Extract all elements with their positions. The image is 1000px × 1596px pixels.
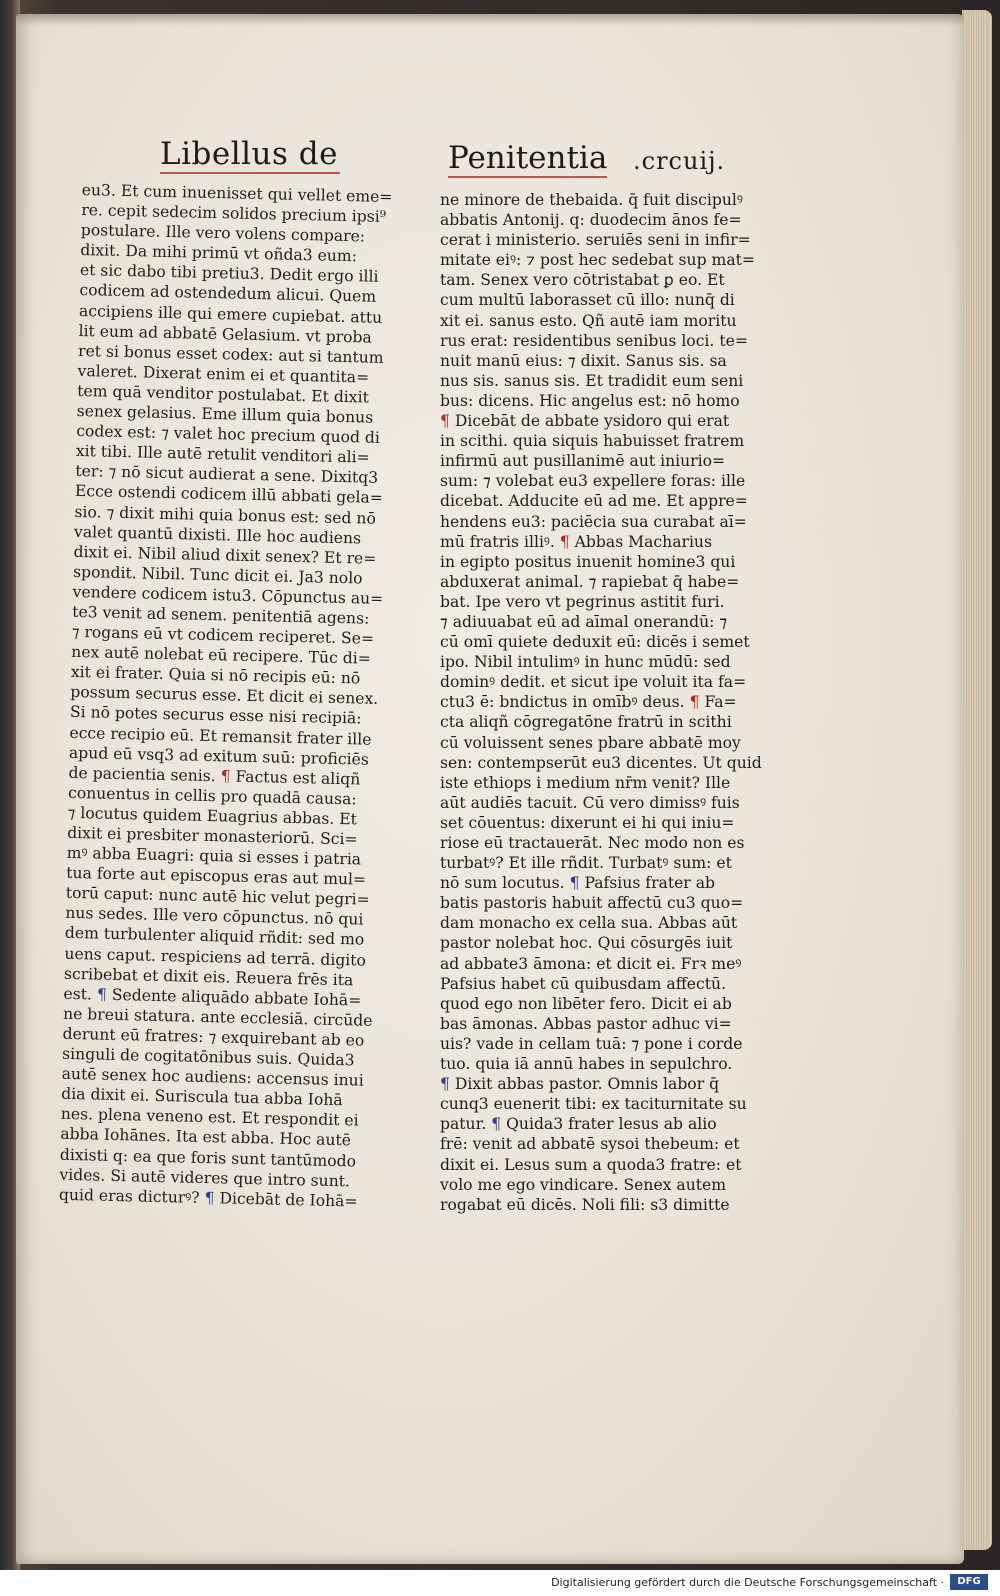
text-line: nus sis. sanus sis. Et tradidit eum seni [440,371,744,390]
text-line: Ecce ostendi codicem illū abbati gela= [74,482,384,508]
text-line: autē senex hoc audiens: accensus inui [61,1064,364,1090]
page-stack-edge [962,10,992,1550]
text-line: pastor nolebat hoc. Qui cōsurgēs iuit [440,934,733,953]
text-line: quod ego non libēter fero. Dicit ei ab [440,994,732,1013]
text-line: dixit ei. Lesus sum a quoda3 fratre: et [440,1155,742,1174]
text-line: mitate eiꝰ: ⁊ post hec sedebat sup mat= [440,251,755,270]
text-line: scribebat et dixit eis. Reuera frēs ita [63,964,354,990]
text-line: tam. Senex vero cōtristabat ꝑ eo. Et [440,271,725,290]
text-line: dia dixit ei. Suriscula tua abba Iohā [61,1084,343,1110]
text-line: xit ei. sanus esto. Qñ autē iam moritu [440,311,737,330]
text-line: nuit manū eius: ⁊ dixit. Sanus sis. sa [440,351,727,370]
text-line: te3 venit ad senem. penitentiā agens: [71,602,370,628]
running-header-right: Penitentia [448,140,608,176]
text-line: ret si bonus esset codex: aut si tantum [77,341,384,367]
text-line: sen: contempserūt eu3 dicentes. Ut quid [440,753,762,772]
text-line: dixit ei presbiter monasteriorū. Sci= [66,823,358,849]
text-line: ipo. Nibil intulimꝰ in hunc mūdū: sed [440,653,731,672]
text-line: frē: venit ad abbatē sysoi thebeum: et [440,1135,740,1154]
text-line: mū fratris illiꝰ. ¶ Abbas Macharius [440,532,712,551]
text-line: dixit. Da mihi primū vt oñda3 eum: [80,241,358,266]
text-line: dam monacho ex cella sua. Abbas aūt [440,914,738,933]
text-line: cta aliqñ cōgregatōne fratrū in scithi [440,713,732,732]
text-line: xit ei frater. Quia si nō recipis eū: nō [70,663,361,688]
text-line: accipiens ille qui emere cupiebat. attu [78,301,383,327]
text-line: rogabat eū dicēs. Noli fili: s3 dimitte [440,1195,730,1214]
text-line: ⁊ rogans eū vt codicem reciperet. Se= [71,622,375,648]
text-line: uens caput. respiciens ad terrā. digito [64,944,367,970]
text-line: ¶ Dixit abbas pastor. Omnis labor q̄ [440,1075,720,1094]
text-line: xit tibi. Ille autē retulit venditori ali= [75,442,370,467]
text-line: nes. plena veneno est. Et respondit ei [60,1105,359,1130]
text-line: vendere codicem istu3. Cōpunctus au= [72,582,384,608]
text-line: conuentus in cellis pro quadā causa: [67,783,357,809]
text-line: ter: ⁊ nō sicut audierat a sene. Dixitq3 [75,462,379,488]
text-line: ad abbate3 āmona: et dicit ei. Frꝛ meꝰ [440,954,742,973]
text-line: codicem ad ostendedum alicui. Quem [79,281,377,307]
text-line: mꝰ abba Euagri: quia si esses i patria [66,843,362,869]
text-line: turbatꝰ? Et ille rñdit. Turbatꝰ sum: et [440,854,732,873]
page-shadow [16,14,964,26]
text-line: dominꝰ dedit. et sicut ipe voluit ita fa= [440,673,747,692]
text-line: volo me ego vindicare. Senex autem [440,1175,727,1194]
text-line: iste ethiops i medium nr̄m venit? Ille [440,773,731,792]
text-line: abduxerat animal. ⁊ rapiebat q̄ habe= [440,572,740,591]
text-line: sum: ⁊ volebat eu3 expellere foras: ille [440,472,746,491]
text-line: singuli de cogitatōnibus suis. Quida3 [61,1044,355,1070]
text-line: hendens eu3: paciēcia sua curabat aī= [440,512,747,531]
text-line: cū voluissent senes pbare abbatē moy [440,733,741,752]
text-line: infirmū aut pusillanimē aut iniurio= [440,452,726,471]
text-line: nus sedes. Ille vero cōpunctus. nō qui [65,904,364,929]
text-line: abbatis Antonij. q: duodecim ānos fe= [440,211,742,230]
text-line: re. cepit sedecim solidos precium ipsi⁹ [81,201,387,226]
text-line: ne breui statura. ante ecclesiā. circūde [62,1004,373,1030]
text-line: vides. Si autē videres que intro sunt. [59,1165,351,1190]
text-line: valet quantū dixisti. Ille hoc audiens [73,522,362,548]
dfg-logo: DFG [950,1574,988,1590]
text-line: tua forte aut episcopus eras aut mul= [66,864,367,889]
text-line: Pafsius habet cū quibusdam affectū. [440,974,727,993]
text-column-left [58,180,393,1211]
text-line: rus erat: residentibus senibus loci. te= [440,331,748,350]
text-line: batis pastoris habuit affectū cu3 quo= [440,894,744,913]
text-line: torū caput: nunc autē hic velut pegri= [65,884,370,909]
text-line: bat. Ipe vero vt pegrinus astitit furi. [440,592,725,611]
text-column-right [440,190,762,1215]
text-line: abba Iohānes. Ita est abba. Hoc autē [60,1125,352,1150]
digitization-credit: Digitalisierung gefördert durch die Deutsche Forschungsgemeinschaft · [551,1576,944,1589]
text-line: ¶ Dicebāt de abbate ysidoro qui erat [440,412,730,431]
text-line: cū omī quiete deduxit eū: dicēs i semet [440,633,750,652]
text-line: spondit. Nibil. Tunc dicit ei. Ja3 nolo [72,562,363,588]
text-line: et sic dabo tibi pretiu3. Dedit ergo illi [79,261,379,287]
text-line: uis? vade in cellam tuā: ⁊ pone i corde [440,1034,743,1053]
text-line: ne minore de thebaida. q̄ fuit discipulꝰ [440,191,743,209]
folio-number: .crcuij. [633,147,726,175]
text-line: dixit ei. Nibil aliud dixit senex? Et re= [73,542,377,568]
text-line: ⁊ locutus quidem Euagrius abbas. Et [67,803,358,829]
text-line: cerat i ministerio. seruiēs seni in infir= [440,231,751,250]
text-line: lit eum ad abbatē Gelasium. vt proba [78,321,373,347]
text-line: eu3. Et cum inuenisset qui vellet eme= [81,180,393,207]
text-line: derunt eū fratres: ⁊ exquirebant ab eo [62,1024,365,1050]
text-line: ⁊ adiuuabat eū ad aīmal onerandū: ⁊ [440,612,728,631]
text-line: set cōuentus: dixerunt ei hi qui iniu= [440,813,735,832]
text-line: valeret. Dixerat enim ei et quantita= [77,361,370,387]
text-line: in egipto positus inuenit homine3 qui [440,552,736,571]
text-line: patur. ¶ Quida3 frater lesus ab alio [440,1115,717,1134]
text-line: ecce recipio eū. Et remansit frater ille [69,723,372,749]
running-header-left: Libellus de [160,136,338,172]
text-line: cunq3 euenerit tibi: ex taciturnitate su [440,1095,747,1114]
text-line: riose eū tractauerāt. Nec modo non es [440,834,745,852]
text-line: dicebat. Adducite eū ad me. Et appre= [440,492,748,511]
text-line: apud eū vsq3 ad exitum suū: proficiēs [68,743,370,769]
text-line: tuo. quia iā annū habes in sepulchro. [440,1055,733,1074]
text-line: quid eras dicturꝰ? ¶ Dicebāt de Iohā= [58,1185,358,1211]
text-line: de pacientia senis. ¶ Factus est aliqñ [68,763,361,789]
text-line: possum securus esse. Et dicit ei senex. [70,683,379,709]
text-line: bas āmonas. Abbas pastor adhuc vi= [440,1014,732,1033]
text-line: codex est: ⁊ valet hoc precium quod di [76,422,381,447]
text-line: dem turbulenter aliquid rñdit: sed mo [64,924,365,950]
text-line: tem quā venditor postulabat. Et dixit [77,381,370,407]
text-line: nō sum locutus. ¶ Pafsius frater ab [440,874,716,893]
text-line: dixisti q: ea que foris sunt tantūmodo [59,1145,357,1170]
text-line: Si nō potes securus esse nisi recipiā: [69,703,362,728]
text-line: postulare. Ille vero volens compare: [80,221,366,246]
text-line: nex autē nolebat eū recipere. Tūc di= [71,643,371,668]
text-line: senex gelasius. Eme illum quia bonus [76,401,374,427]
text-line: in scithi. quia siquis habuisset fratrem [440,432,745,451]
text-line: sio. ⁊ dixit mihi quia bonus est: sed nō [74,502,377,528]
text-line: est. ¶ Sedente aliquādo abbate Iohā= [63,984,362,1010]
text-line: bus: dicens. Hic angelus est: nō homo [440,391,740,410]
text-line: ctu3 ē: bndictus in omībꝰ deus. ¶ Fa= [440,693,737,712]
text-line: aūt audiēs tacuit. Cū vero dimissꝰ fuis [440,793,740,812]
text-line: cum multū laborasset cū illo: nunq̄ di [440,291,735,310]
